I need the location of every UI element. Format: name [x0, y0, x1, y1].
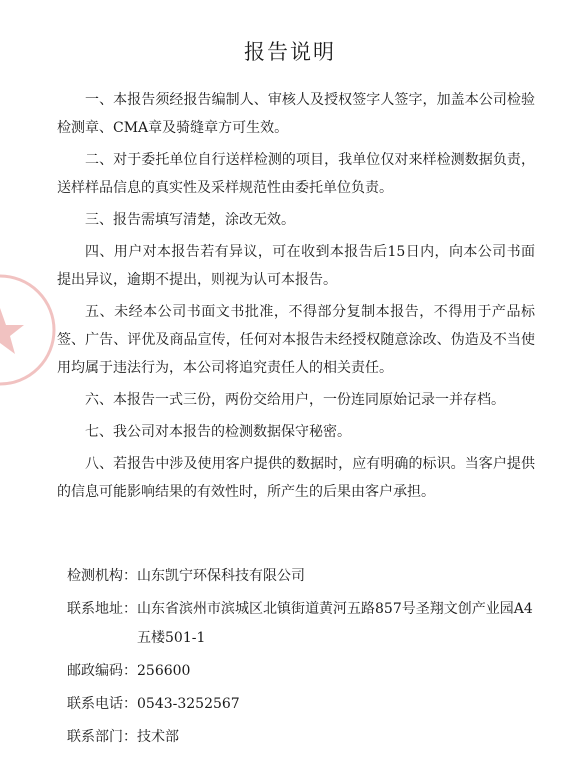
address-row — [67, 595, 537, 653]
postcode-label: 邮政编码： — [67, 663, 137, 679]
clause-list — [57, 86, 535, 510]
phone-label: 联系电话： — [67, 696, 137, 712]
clause-item: 三、报告需填写清楚，涂改无效。 — [85, 212, 295, 228]
clause-item: 七、我公司对本报告的检测数据保守秘密。 — [85, 424, 351, 440]
phone-value: 0543-3252567 — [137, 696, 240, 712]
postcode-row — [67, 657, 537, 686]
postcode-value: 256600 — [137, 663, 191, 679]
clause-item: 一、本报告须经报告编制人、审核人及授权签字人签字，加盖本公司检验检测章、CMA章及骑缝章方可生效。 — [57, 92, 535, 136]
company-seal-icon — [0, 270, 60, 390]
clause-item: 五、未经本公司书面文书批准，不得部分复制本报告，不得用于产品标签、广告、评优及商品宣传，任何对本报告未经授权随意涂改、伪造及不当使用均属于违法行为，本公司将追究责任人的相关责任。 — [57, 304, 535, 376]
clause-item: 六、本报告一式三份，两份交给用户，一份连同原始记录一并存档。 — [85, 392, 505, 408]
institution-value: 山东凯宁环保科技有限公司 — [137, 568, 305, 584]
department-value: 技术部 — [137, 729, 179, 745]
clause-item: 八、若报告中涉及使用客户提供的数据时，应有明确的标识。当客户提供的信息可能影响结果的有效性时，所产生的后果由客户承担。 — [57, 456, 535, 500]
clause-item: 四、用户对本报告若有异议，可在收到本报告后15日内，向本公司书面提出异议，逾期不提出，则视为认可本报告。 — [57, 244, 535, 288]
address-label: 联系地址： — [67, 601, 137, 617]
address-value: 山东省滨州市滨城区北镇街道黄河五路857号圣翔文创产业园A4五楼501-1 — [137, 601, 533, 646]
institution-row — [67, 562, 537, 591]
department-label: 联系部门： — [67, 729, 137, 745]
phone-row — [67, 690, 537, 719]
contact-info — [67, 562, 537, 756]
page-title: 报告说明 — [244, 40, 336, 64]
institution-label: 检测机构： — [67, 568, 137, 584]
clause-item: 二、对于委托单位自行送样检测的项目，我单位仅对来样检测数据负责，送样样品信息的真实性及采样规范性由委托单位负责。 — [57, 152, 535, 196]
department-row — [67, 723, 537, 752]
